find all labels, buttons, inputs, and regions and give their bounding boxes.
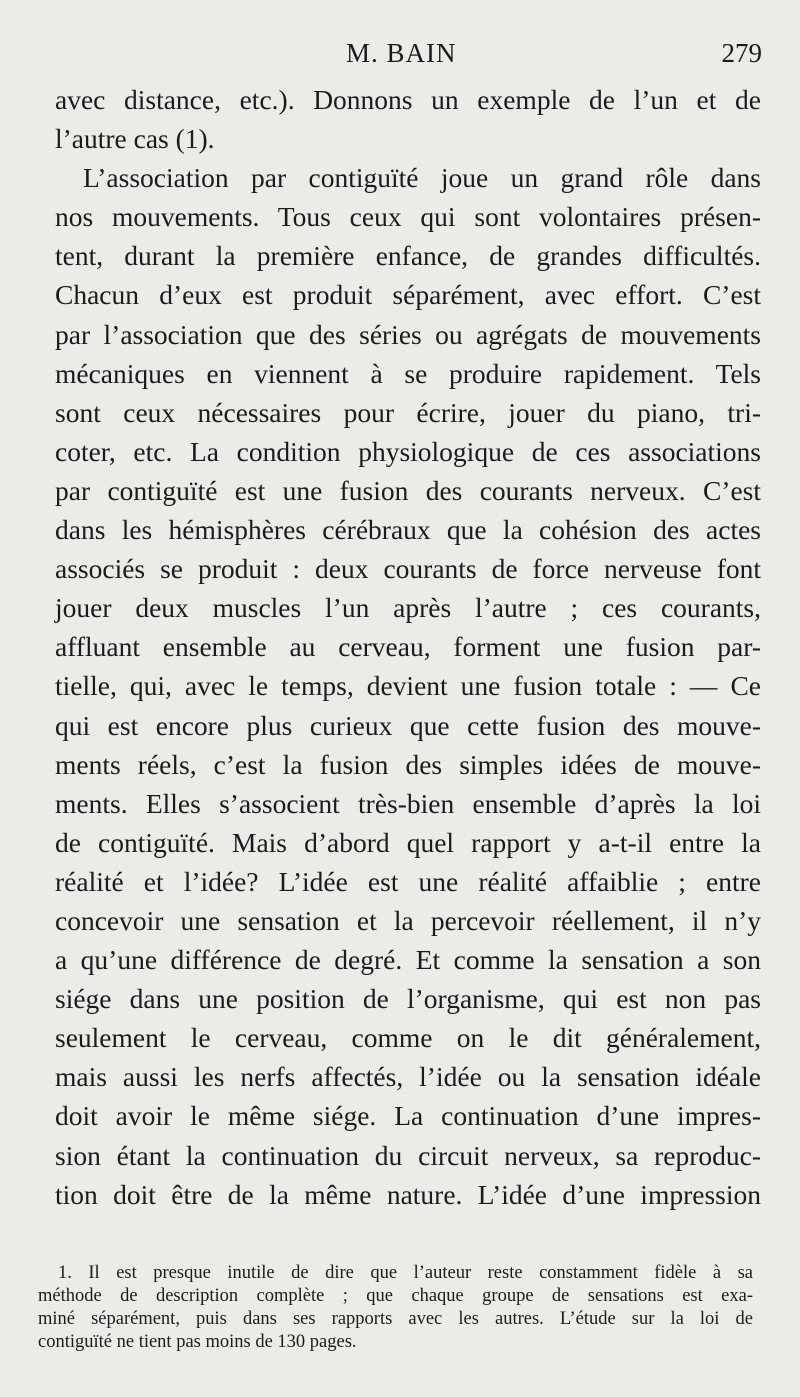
text-line: sont ceux nécessaires pour écrire, jouer du piano, tri- <box>55 396 761 428</box>
footnote-line: miné séparément, puis dans ses rapports avec les autres. L’étude sur la loi de <box>38 1309 753 1329</box>
footnote-line: contiguïté ne tient pas moins de 130 pages. <box>38 1332 357 1352</box>
text-line: a qu’une différence de degré. Et comme la sensation a son <box>55 944 761 976</box>
text-line: tion doit être de la même nature. L’idée d’une impression <box>55 1178 761 1210</box>
text-line: l’autre cas (1). <box>55 123 215 155</box>
footnote-line: 1. Il est presque inutile de dire que l’auteur reste constamment fidèle à sa <box>58 1263 753 1283</box>
text-line: par l’association que des séries ou agrégats de mouvements <box>55 318 761 350</box>
text-line: tielle, qui, avec le temps, devient une fusion totale : — Ce <box>55 670 761 702</box>
text-line: dans les hémisphères cérébraux que la cohésion des actes <box>55 514 761 546</box>
text-line: affluant ensemble au cerveau, forment une fusion par- <box>55 631 761 663</box>
text-line: sion étant la continuation du circuit nerveux, sa reproduc- <box>55 1139 761 1171</box>
text-line: réalité et l’idée? L’idée est une réalité affaiblie ; entre <box>55 865 761 897</box>
text-line: L’association par contiguïté joue un grand rôle dans <box>83 162 761 194</box>
text-line: mécaniques en viennent à se produire rapidement. Tels <box>55 357 761 389</box>
text-line: nos mouvements. Tous ceux qui sont volontaires présen- <box>55 201 761 233</box>
text-line: de contiguïté. Mais d’abord quel rapport y a-t-il entre la <box>55 826 761 858</box>
text-line: ments. Elles s’associent très-bien ensemble d’après la loi <box>55 787 761 819</box>
text-line: mais aussi les nerfs affectés, l’idée ou la sensation idéale <box>55 1061 761 1093</box>
text-line: doit avoir le même siége. La continuation d’une impres- <box>55 1100 761 1132</box>
text-line: seulement le cerveau, comme on le dit généralement, <box>55 1022 761 1054</box>
text-line: siége dans une position de l’organisme, qui est non pas <box>55 983 761 1015</box>
page-number: 279 <box>721 38 762 68</box>
text-line: jouer deux muscles l’un après l’autre ; ces courants, <box>55 592 761 624</box>
text-line: tent, durant la première enfance, de grandes difficultés. <box>55 240 761 272</box>
text-line: Chacun d’eux est produit séparément, avec effort. C’est <box>55 279 761 311</box>
text-line: ments réels, c’est la fusion des simples idées de mouve- <box>55 748 761 780</box>
footnote-line: méthode de description complète ; que chaque groupe de sensations est exa- <box>38 1286 753 1306</box>
text-line: concevoir une sensation et la percevoir réellement, il n’y <box>55 904 761 936</box>
text-line: qui est encore plus curieux que cette fusion des mouve- <box>55 709 761 741</box>
text-line: par contiguïté est une fusion des courants nerveux. C’est <box>55 474 761 506</box>
text-line: associés se produit : deux courants de force nerveuse font <box>55 553 761 585</box>
text-line: avec distance, etc.). Donnons un exemple de l’un et de <box>55 84 761 115</box>
text-line: coter, etc. La condition physiologique de ces associations <box>55 435 761 467</box>
footnote <box>38 1262 753 1354</box>
running-head: M. BAIN <box>346 38 457 68</box>
page-header <box>0 38 800 78</box>
body-text <box>55 80 761 1214</box>
